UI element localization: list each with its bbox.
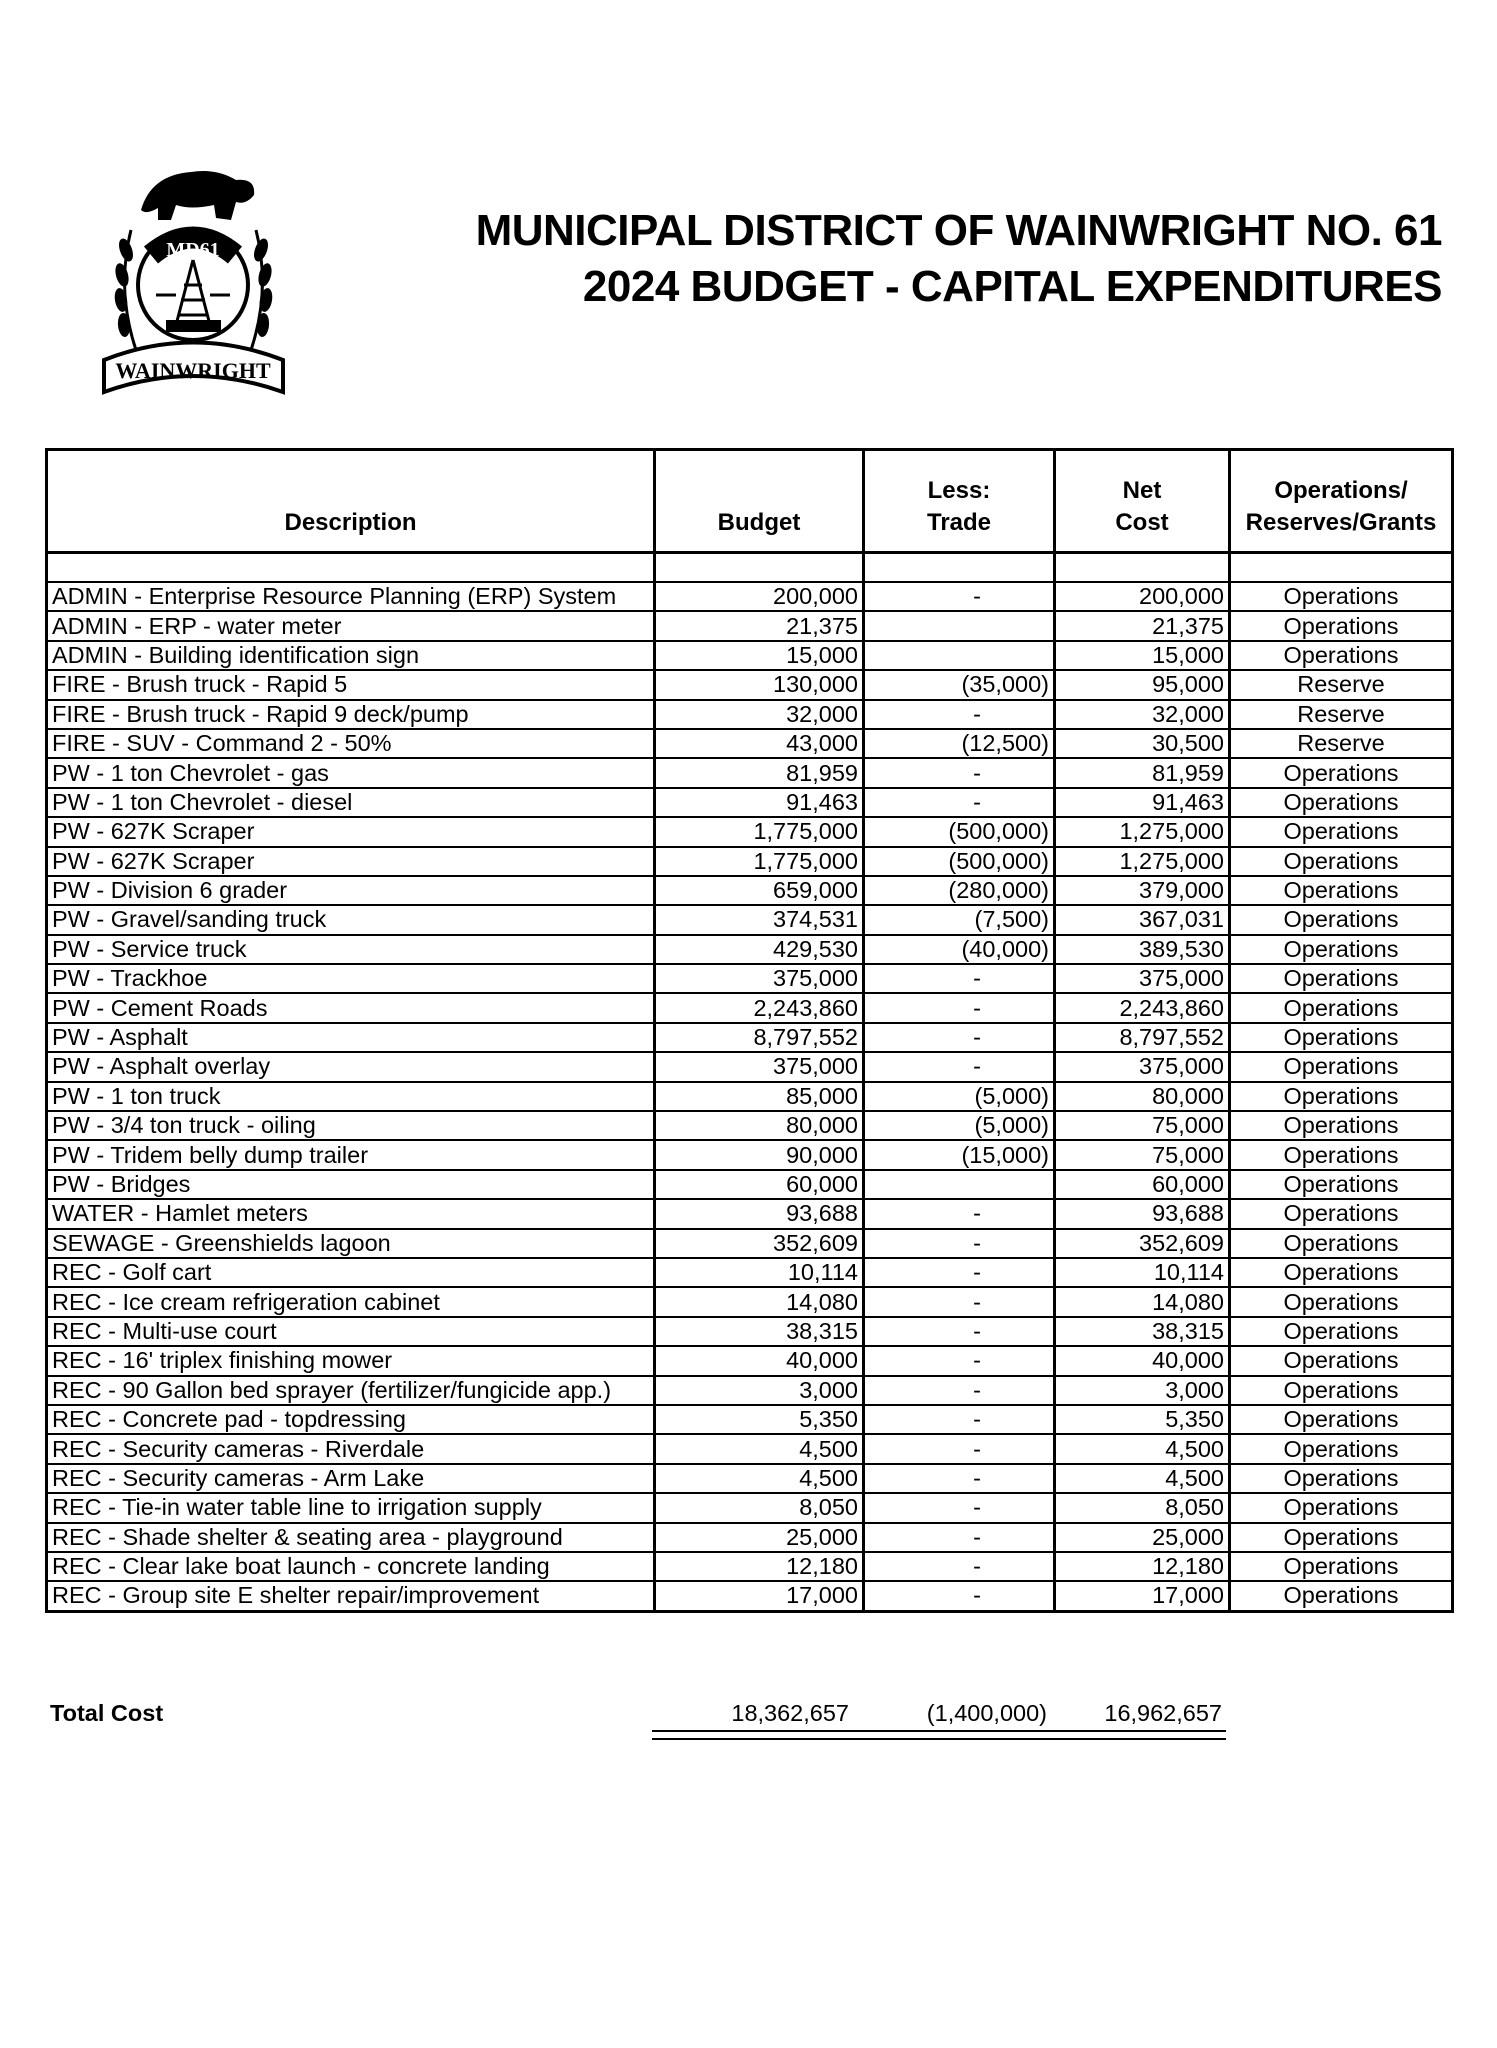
header-source: Operations/ Reserves/Grants	[1230, 450, 1453, 553]
cell-net-cost: 367,031	[1055, 905, 1230, 934]
table-row	[47, 1140, 1453, 1169]
cell-net-cost: 5,350	[1055, 1405, 1230, 1434]
cell-source: Operations	[1230, 582, 1453, 611]
table-row	[47, 582, 1453, 611]
cell-description: PW - 627K Scraper	[47, 847, 655, 876]
total-trade: (1,400,000)	[926, 1700, 1047, 1726]
cell-net-cost: 60,000	[1055, 1170, 1230, 1199]
cell-source: Operations	[1230, 1023, 1453, 1052]
cell-description: PW - Gravel/sanding truck	[47, 905, 655, 934]
table-row	[47, 1376, 1453, 1405]
cell-budget: 25,000	[655, 1523, 864, 1552]
total-budget: 18,362,657	[731, 1700, 849, 1726]
table-row	[47, 1023, 1453, 1052]
cell-net-cost: 81,959	[1055, 758, 1230, 787]
cell-net-cost: 4,500	[1055, 1464, 1230, 1493]
table-row	[47, 641, 1453, 670]
table-row	[47, 1111, 1453, 1140]
cell-budget: 12,180	[655, 1552, 864, 1581]
cell-trade: -	[864, 1317, 1055, 1346]
table-row	[47, 1199, 1453, 1228]
cell-source: Operations	[1230, 1552, 1453, 1581]
cell-budget: 375,000	[655, 1052, 864, 1081]
cell-net-cost: 21,375	[1055, 611, 1230, 640]
cell-description: REC - Security cameras - Arm Lake	[47, 1464, 655, 1493]
table-row	[47, 1317, 1453, 1346]
cell-description: FIRE - Brush truck - Rapid 9 deck/pump	[47, 700, 655, 729]
cell-description: PW - 3/4 ton truck - oiling	[47, 1111, 655, 1140]
cell-source: Operations	[1230, 993, 1453, 1022]
table-row	[47, 788, 1453, 817]
cell-description: PW - 1 ton Chevrolet - gas	[47, 758, 655, 787]
cell-budget: 3,000	[655, 1376, 864, 1405]
table-row	[47, 1552, 1453, 1581]
cell-description: REC - Tie-in water table line to irrigation supply	[47, 1493, 655, 1522]
cell-net-cost: 91,463	[1055, 788, 1230, 817]
cell-trade: -	[864, 1199, 1055, 1228]
cell-budget: 1,775,000	[655, 817, 864, 846]
cell-description: SEWAGE - Greenshields lagoon	[47, 1229, 655, 1258]
cell-trade: -	[864, 1052, 1055, 1081]
cell-net-cost: 1,275,000	[1055, 817, 1230, 846]
cell-trade: (35,000)	[864, 670, 1055, 699]
cell-budget: 374,531	[655, 905, 864, 934]
cell-source: Operations	[1230, 1346, 1453, 1375]
spacer-row	[47, 553, 1453, 583]
cell-budget: 8,797,552	[655, 1023, 864, 1052]
cell-trade	[864, 611, 1055, 640]
cell-source: Operations	[1230, 817, 1453, 846]
cell-budget: 2,243,860	[655, 993, 864, 1022]
cell-description: REC - 16' triplex finishing mower	[47, 1346, 655, 1375]
cell-trade: -	[864, 1258, 1055, 1287]
table-row	[47, 876, 1453, 905]
cell-source: Operations	[1230, 1434, 1453, 1463]
cell-budget: 80,000	[655, 1111, 864, 1140]
cell-source: Operations	[1230, 1464, 1453, 1493]
cell-trade: -	[864, 964, 1055, 993]
table-row	[47, 1052, 1453, 1081]
cell-budget: 40,000	[655, 1346, 864, 1375]
cell-net-cost: 17,000	[1055, 1581, 1230, 1611]
cell-source: Reserve	[1230, 729, 1453, 758]
cell-budget: 32,000	[655, 700, 864, 729]
cell-description: REC - Group site E shelter repair/improvement	[47, 1581, 655, 1611]
title-line-1: MUNICIPAL DISTRICT OF WAINWRIGHT NO. 61	[475, 206, 1442, 255]
cell-source: Operations	[1230, 1523, 1453, 1552]
cell-trade: -	[864, 1376, 1055, 1405]
table-row	[47, 670, 1453, 699]
cell-trade: -	[864, 758, 1055, 787]
cell-trade: (15,000)	[864, 1140, 1055, 1169]
cell-source: Operations	[1230, 1111, 1453, 1140]
table-row	[47, 1464, 1453, 1493]
cell-budget: 15,000	[655, 641, 864, 670]
logo-emblem	[96, 160, 291, 405]
cell-source: Operations	[1230, 1229, 1453, 1258]
cell-source: Operations	[1230, 964, 1453, 993]
cell-budget: 375,000	[655, 964, 864, 993]
cell-budget: 8,050	[655, 1493, 864, 1522]
cell-description: REC - Concrete pad - topdressing	[47, 1405, 655, 1434]
cell-trade: (40,000)	[864, 935, 1055, 964]
total-net: 16,962,657	[1104, 1700, 1222, 1726]
total-double-underline	[652, 1730, 1226, 1740]
table-row	[47, 847, 1453, 876]
cell-source: Operations	[1230, 1199, 1453, 1228]
cell-trade: (7,500)	[864, 905, 1055, 934]
cell-budget: 4,500	[655, 1434, 864, 1463]
cell-net-cost: 25,000	[1055, 1523, 1230, 1552]
cell-description: PW - Asphalt overlay	[47, 1052, 655, 1081]
cell-description: PW - 1 ton Chevrolet - diesel	[47, 788, 655, 817]
cell-trade: (5,000)	[864, 1082, 1055, 1111]
cell-source: Reserve	[1230, 700, 1453, 729]
cell-source: Operations	[1230, 1317, 1453, 1346]
cell-trade: -	[864, 1581, 1055, 1611]
cell-source: Operations	[1230, 847, 1453, 876]
cell-net-cost: 379,000	[1055, 876, 1230, 905]
cell-description: PW - Asphalt	[47, 1023, 655, 1052]
cell-net-cost: 200,000	[1055, 582, 1230, 611]
cell-budget: 91,463	[655, 788, 864, 817]
cell-trade	[864, 1170, 1055, 1199]
cell-description: PW - Cement Roads	[47, 993, 655, 1022]
cell-description: REC - Multi-use court	[47, 1317, 655, 1346]
cell-budget: 352,609	[655, 1229, 864, 1258]
table-row	[47, 1405, 1453, 1434]
cell-description: FIRE - Brush truck - Rapid 5	[47, 670, 655, 699]
cell-net-cost: 75,000	[1055, 1140, 1230, 1169]
cell-trade: (280,000)	[864, 876, 1055, 905]
cell-net-cost: 3,000	[1055, 1376, 1230, 1405]
table-row	[47, 611, 1453, 640]
cell-source: Operations	[1230, 1581, 1453, 1611]
cell-description: PW - 1 ton truck	[47, 1082, 655, 1111]
cell-source: Operations	[1230, 1140, 1453, 1169]
cell-trade: -	[864, 1434, 1055, 1463]
table-row	[47, 1287, 1453, 1316]
cell-net-cost: 10,114	[1055, 1258, 1230, 1287]
cell-source: Operations	[1230, 876, 1453, 905]
header-description: Description	[47, 450, 655, 553]
cell-description: ADMIN - Enterprise Resource Planning (ERP) System	[47, 582, 655, 611]
cell-description: REC - Golf cart	[47, 1258, 655, 1287]
cell-budget: 21,375	[655, 611, 864, 640]
table-row	[47, 1258, 1453, 1287]
table-row	[47, 1493, 1453, 1522]
cell-net-cost: 15,000	[1055, 641, 1230, 670]
cell-trade: -	[864, 1405, 1055, 1434]
cell-description: REC - Clear lake boat launch - concrete landing	[47, 1552, 655, 1581]
cell-source: Operations	[1230, 905, 1453, 934]
cell-budget: 90,000	[655, 1140, 864, 1169]
cell-trade: -	[864, 1287, 1055, 1316]
cell-budget: 659,000	[655, 876, 864, 905]
cell-source: Operations	[1230, 788, 1453, 817]
cell-description: PW - Division 6 grader	[47, 876, 655, 905]
cell-source: Reserve	[1230, 670, 1453, 699]
cell-net-cost: 80,000	[1055, 1082, 1230, 1111]
cell-source: Operations	[1230, 1405, 1453, 1434]
cell-budget: 130,000	[655, 670, 864, 699]
cell-description: PW - 627K Scraper	[47, 817, 655, 846]
cell-net-cost: 8,050	[1055, 1493, 1230, 1522]
cell-trade	[864, 641, 1055, 670]
cell-budget: 200,000	[655, 582, 864, 611]
cell-description: WATER - Hamlet meters	[47, 1199, 655, 1228]
cell-trade: (5,000)	[864, 1111, 1055, 1140]
table-row	[47, 758, 1453, 787]
table-row	[47, 1170, 1453, 1199]
table-row	[47, 1082, 1453, 1111]
header-budget: Budget	[655, 450, 864, 553]
cell-source: Operations	[1230, 1376, 1453, 1405]
table-row	[47, 1229, 1453, 1258]
cell-net-cost: 75,000	[1055, 1111, 1230, 1140]
cell-description: PW - Bridges	[47, 1170, 655, 1199]
cell-budget: 429,530	[655, 935, 864, 964]
table-header-row	[47, 450, 1453, 553]
cell-description: PW - Service truck	[47, 935, 655, 964]
cell-source: Operations	[1230, 1082, 1453, 1111]
cell-source: Operations	[1230, 1170, 1453, 1199]
cell-description: REC - Ice cream refrigeration cabinet	[47, 1287, 655, 1316]
table-row	[47, 817, 1453, 846]
cell-budget: 5,350	[655, 1405, 864, 1434]
table-row	[47, 729, 1453, 758]
cell-trade: -	[864, 582, 1055, 611]
cell-budget: 17,000	[655, 1581, 864, 1611]
cell-source: Operations	[1230, 641, 1453, 670]
cell-budget: 1,775,000	[655, 847, 864, 876]
cell-budget: 10,114	[655, 1258, 864, 1287]
cell-net-cost: 32,000	[1055, 700, 1230, 729]
cell-budget: 4,500	[655, 1464, 864, 1493]
cell-trade: (500,000)	[864, 817, 1055, 846]
cell-description: PW - Tridem belly dump trailer	[47, 1140, 655, 1169]
cell-net-cost: 375,000	[1055, 1052, 1230, 1081]
cell-budget: 81,959	[655, 758, 864, 787]
cell-source: Operations	[1230, 1052, 1453, 1081]
table-row	[47, 1523, 1453, 1552]
cell-trade: (500,000)	[864, 847, 1055, 876]
cell-trade: -	[864, 1023, 1055, 1052]
cell-description: ADMIN - ERP - water meter	[47, 611, 655, 640]
table-row	[47, 935, 1453, 964]
cell-source: Operations	[1230, 611, 1453, 640]
table-row	[47, 700, 1453, 729]
table-row	[47, 964, 1453, 993]
cell-trade: -	[864, 788, 1055, 817]
cell-description: PW - Trackhoe	[47, 964, 655, 993]
cell-trade: -	[864, 700, 1055, 729]
cell-net-cost: 8,797,552	[1055, 1023, 1230, 1052]
total-label: Total Cost	[50, 1700, 164, 1726]
cell-net-cost: 38,315	[1055, 1317, 1230, 1346]
svg-text:WAINWRIGHT: WAINWRIGHT	[115, 358, 271, 383]
table-row	[47, 993, 1453, 1022]
md61-logo	[96, 160, 291, 405]
document-title	[476, 203, 1442, 315]
header-trade: Less: Trade	[864, 450, 1055, 553]
cell-net-cost: 352,609	[1055, 1229, 1230, 1258]
table-row	[47, 1581, 1453, 1611]
table-row	[47, 905, 1453, 934]
table-row	[47, 1346, 1453, 1375]
title-line-2: 2024 BUDGET - CAPITAL EXPENDITURES	[582, 262, 1442, 311]
cell-trade: -	[864, 1523, 1055, 1552]
cell-trade: -	[864, 993, 1055, 1022]
cell-source: Operations	[1230, 935, 1453, 964]
cell-budget: 38,315	[655, 1317, 864, 1346]
cell-description: REC - Security cameras - Riverdale	[47, 1434, 655, 1463]
cell-budget: 43,000	[655, 729, 864, 758]
cell-budget: 93,688	[655, 1199, 864, 1228]
cell-trade: -	[864, 1493, 1055, 1522]
cell-net-cost: 2,243,860	[1055, 993, 1230, 1022]
cell-net-cost: 12,180	[1055, 1552, 1230, 1581]
cell-trade: -	[864, 1464, 1055, 1493]
cell-net-cost: 389,530	[1055, 935, 1230, 964]
cell-net-cost: 93,688	[1055, 1199, 1230, 1228]
cell-source: Operations	[1230, 758, 1453, 787]
table-row	[47, 1434, 1453, 1463]
cell-budget: 85,000	[655, 1082, 864, 1111]
cell-net-cost: 40,000	[1055, 1346, 1230, 1375]
cell-net-cost: 4,500	[1055, 1434, 1230, 1463]
cell-budget: 60,000	[655, 1170, 864, 1199]
cell-trade: -	[864, 1552, 1055, 1581]
cell-net-cost: 375,000	[1055, 964, 1230, 993]
header-net-cost: Net Cost	[1055, 450, 1230, 553]
cell-net-cost: 30,500	[1055, 729, 1230, 758]
cell-net-cost: 14,080	[1055, 1287, 1230, 1316]
cell-description: REC - Shade shelter & seating area - playground	[47, 1523, 655, 1552]
cell-trade: (12,500)	[864, 729, 1055, 758]
cell-description: REC - 90 Gallon bed sprayer (fertilizer/fungicide app.)	[47, 1376, 655, 1405]
cell-source: Operations	[1230, 1493, 1453, 1522]
cell-source: Operations	[1230, 1258, 1453, 1287]
cell-description: ADMIN - Building identification sign	[47, 641, 655, 670]
cell-net-cost: 1,275,000	[1055, 847, 1230, 876]
cell-trade: -	[864, 1346, 1055, 1375]
cell-budget: 14,080	[655, 1287, 864, 1316]
cell-description: FIRE - SUV - Command 2 - 50%	[47, 729, 655, 758]
cell-source: Operations	[1230, 1287, 1453, 1316]
capital-expenditures-table	[45, 448, 1454, 1613]
cell-net-cost: 95,000	[1055, 670, 1230, 699]
svg-text:MD61: MD61	[166, 239, 220, 261]
cell-trade: -	[864, 1229, 1055, 1258]
